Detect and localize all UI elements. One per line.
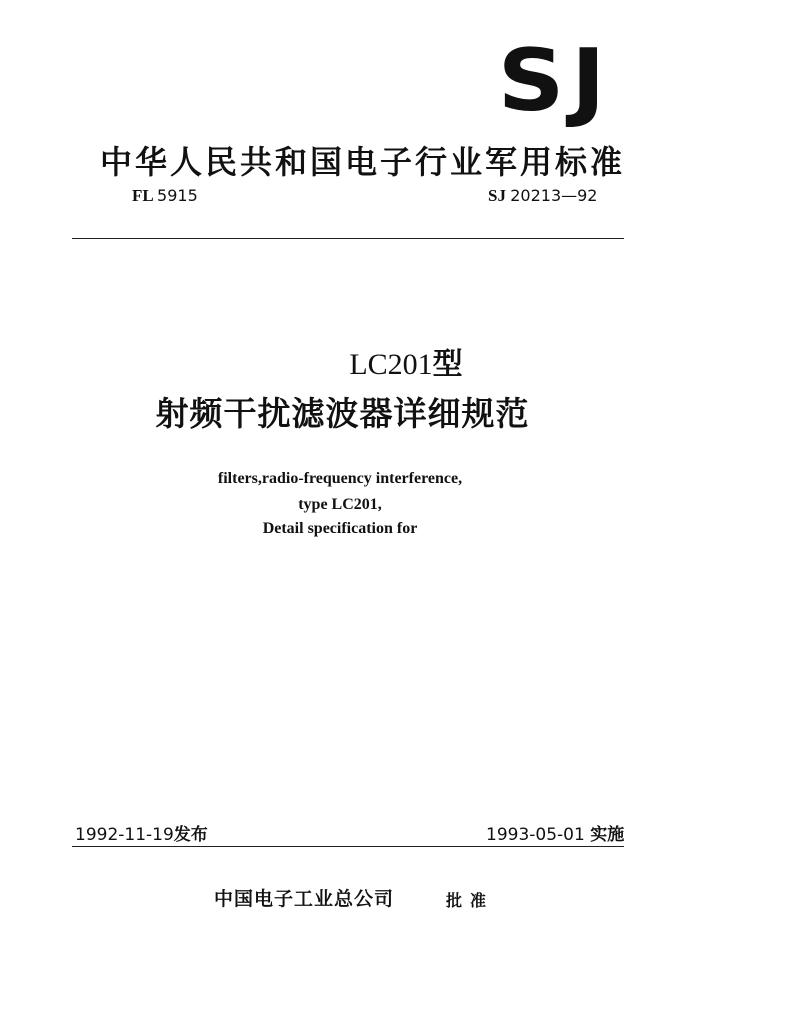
implementation-label: 实施 <box>590 825 625 845</box>
model-cn: 型 <box>432 347 463 382</box>
standard-title: 中华人民共和国电子行业军用标准 <box>100 143 626 181</box>
issue-date <box>75 820 208 845</box>
model-title <box>0 345 812 385</box>
english-title-line-1: filters,radio-frequency interference, <box>217 470 463 487</box>
header-divider <box>72 238 624 239</box>
fl-prefix: FL <box>132 186 153 205</box>
implementation-date <box>486 820 624 845</box>
model-latin: LC201 <box>349 348 433 381</box>
implementation-date-value: 1993-05-01 <box>486 825 585 845</box>
fl-number: 5915 <box>157 186 198 205</box>
issue-date-value: 1992-11-19 <box>75 825 174 845</box>
issue-label: 发布 <box>173 825 208 845</box>
footer-divider <box>72 846 624 847</box>
sj-standard-number <box>488 186 597 206</box>
english-title-line-2: type LC201, <box>298 496 382 513</box>
fl-classification-code <box>132 186 198 206</box>
english-title-line-3: Detail specification for <box>262 520 418 537</box>
sj-number: 20213—92 <box>510 186 598 205</box>
approve-label: 批准 <box>446 891 495 910</box>
document-title-cn: 射频干扰滤波器详细规范 <box>155 394 530 433</box>
approving-authority: 中国电子工业总公司 <box>214 888 395 910</box>
sj-logo: SJ <box>497 31 612 131</box>
sj-prefix: SJ <box>488 186 506 205</box>
